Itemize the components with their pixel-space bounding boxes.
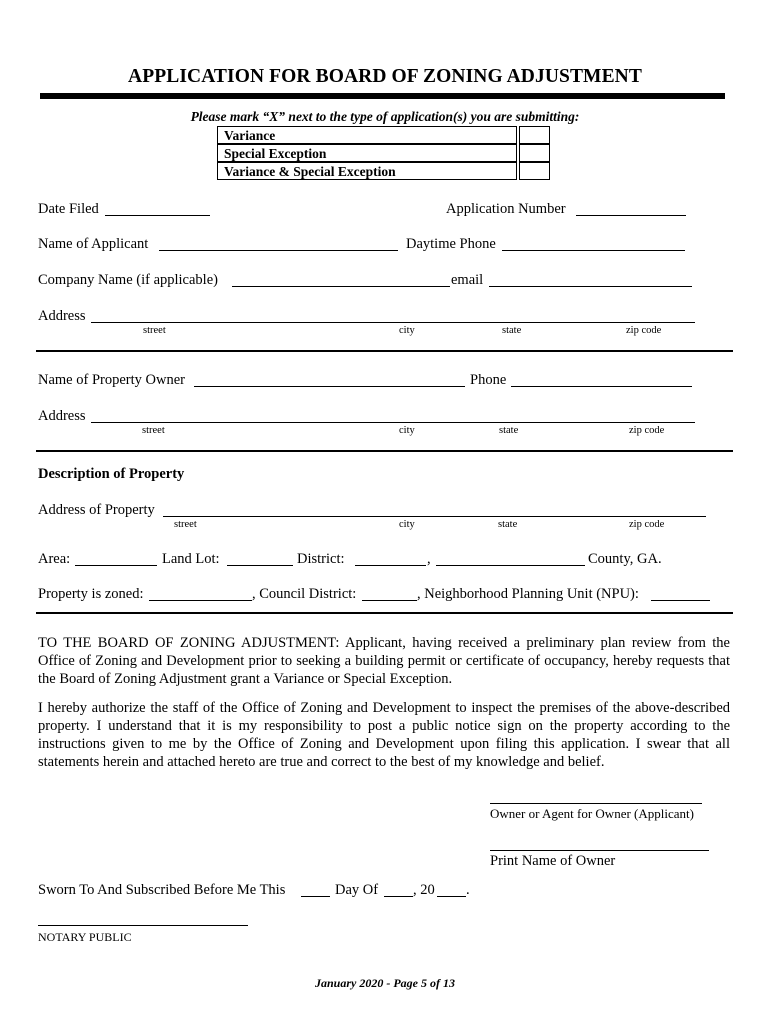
- year-field[interactable]: [437, 896, 466, 897]
- county-field[interactable]: [436, 565, 585, 566]
- company-name-field[interactable]: [232, 286, 450, 287]
- section-divider: [36, 350, 733, 352]
- council-district-label: , Council District:: [252, 586, 357, 602]
- application-type-special-exception: Special Exception: [217, 144, 517, 162]
- applicant-name-label: Name of Applicant: [38, 236, 149, 252]
- owner-signature-line[interactable]: [490, 803, 702, 804]
- description-heading: Description of Property: [38, 466, 185, 482]
- page-footer: January 2020 - Page 5 of 13: [315, 976, 455, 990]
- street-caption: street: [174, 519, 197, 530]
- sworn-label: Sworn To And Subscribed Before Me This: [38, 882, 286, 898]
- section-divider: [36, 612, 733, 614]
- email-label: email: [451, 272, 484, 288]
- daytime-phone-field[interactable]: [502, 250, 685, 251]
- street-caption: street: [143, 325, 166, 336]
- print-name-caption: Print Name of Owner: [490, 853, 616, 869]
- npu-field[interactable]: [651, 600, 710, 601]
- zip-caption: zip code: [629, 519, 665, 530]
- variance-checkbox[interactable]: [519, 126, 550, 144]
- notary-public-label: NOTARY PUBLIC: [38, 930, 132, 944]
- state-caption: state: [498, 519, 518, 530]
- variance-special-exception-checkbox[interactable]: [519, 162, 550, 180]
- state-caption: state: [502, 325, 522, 336]
- daytime-phone-label: Daytime Phone: [406, 236, 496, 252]
- notary-signature-line[interactable]: [38, 925, 248, 926]
- applicant-address-label: Address: [38, 308, 86, 324]
- city-caption: city: [399, 325, 415, 336]
- application-type-variance: Variance: [217, 126, 517, 144]
- section-divider: [36, 450, 733, 452]
- owner-address-label: Address: [38, 408, 86, 424]
- year-prefix: , 20: [413, 882, 435, 898]
- property-owner-label: Name of Property Owner: [38, 372, 185, 388]
- zip-caption: zip code: [626, 325, 662, 336]
- city-caption: city: [399, 519, 415, 530]
- sworn-period: .: [466, 882, 470, 898]
- application-type-variance-special-exception: Variance & Special Exception: [217, 162, 517, 180]
- email-field[interactable]: [489, 286, 692, 287]
- area-field[interactable]: [75, 565, 157, 566]
- county-label: County, GA.: [588, 551, 662, 567]
- city-caption: city: [399, 425, 415, 436]
- property-address-field[interactable]: [163, 516, 706, 517]
- street-caption: street: [142, 425, 165, 436]
- property-address-label: Address of Property: [38, 502, 155, 518]
- authorization-paragraph: I hereby authorize the staff of the Office of Zoning and Development to inspect the premises of the above-described property. I understand that it is my responsibility to post a public notice sign on the property according to the instructions given to me by the Office of Zoning and Development upon filing this application. I swear that all statements herein and attached hereto are true and correct to the best of my knowledge and belief.: [38, 700, 730, 770]
- comma-separator: ,: [427, 551, 431, 567]
- date-filed-field[interactable]: [105, 215, 210, 216]
- owner-phone-label: Phone: [470, 372, 507, 388]
- title-rule: [40, 93, 725, 99]
- company-name-label: Company Name (if applicable): [38, 272, 218, 288]
- applicant-name-field[interactable]: [159, 250, 398, 251]
- print-name-line[interactable]: [490, 850, 709, 851]
- instruction-text: Please mark “X” next to the type of application(s) you are submitting:: [190, 109, 580, 124]
- land-lot-label: Land Lot:: [162, 551, 220, 567]
- applicant-address-field[interactable]: [91, 322, 695, 323]
- date-filed-label: Date Filed: [38, 201, 99, 217]
- owner-address-field[interactable]: [91, 422, 695, 423]
- state-caption: state: [499, 425, 519, 436]
- council-district-field[interactable]: [362, 600, 417, 601]
- zip-caption: zip code: [629, 425, 665, 436]
- property-owner-field[interactable]: [194, 386, 465, 387]
- zoned-label: Property is zoned:: [38, 586, 144, 602]
- application-number-label: Application Number: [446, 201, 566, 217]
- zoned-field[interactable]: [149, 600, 252, 601]
- day-field[interactable]: [301, 896, 330, 897]
- special-exception-checkbox[interactable]: [519, 144, 550, 162]
- application-number-field[interactable]: [576, 215, 686, 216]
- page-title: APPLICATION FOR BOARD OF ZONING ADJUSTMENT: [128, 66, 642, 87]
- npu-label: , Neighborhood Planning Unit (NPU):: [417, 586, 639, 602]
- request-paragraph: TO THE BOARD OF ZONING ADJUSTMENT: Applicant, having received a preliminary plan review from the Office of Zoning and Development prior to seeking a building permit or certificate of occupancy, hereby requests that the Board of Zoning Adjustment grant a Variance or Special Exception.: [38, 635, 730, 687]
- district-field[interactable]: [355, 565, 426, 566]
- area-label: Area:: [38, 551, 71, 567]
- district-label: District:: [297, 551, 345, 567]
- owner-phone-field[interactable]: [511, 386, 692, 387]
- month-field[interactable]: [384, 896, 413, 897]
- owner-agent-caption: Owner or Agent for Owner (Applicant): [490, 806, 694, 821]
- day-of-label: Day Of: [335, 882, 379, 898]
- land-lot-field[interactable]: [227, 565, 293, 566]
